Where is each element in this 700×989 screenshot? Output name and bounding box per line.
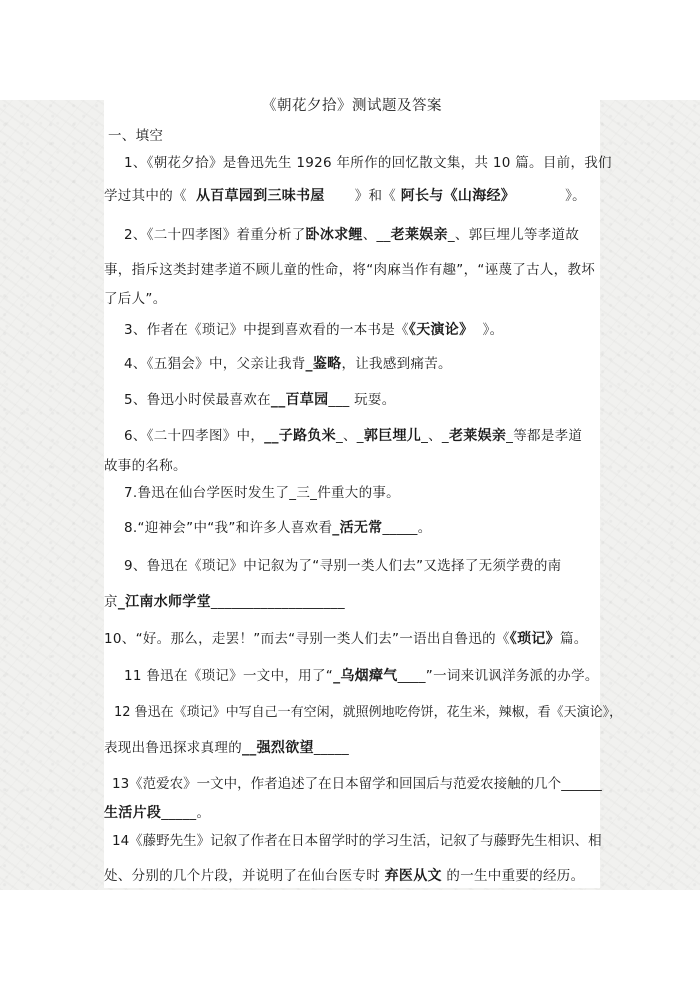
answer-1b: 阿长与《山海经》 bbox=[400, 188, 516, 204]
question-7: 7.鲁迅在仙台学医时发生了_三_件重大的事。 bbox=[124, 485, 400, 501]
question-14-line-2: 处、分别的几个片段，并说明了在仙台医专时 弃医从文 的一生中重要的经历。 bbox=[104, 868, 585, 884]
document-page bbox=[104, 88, 623, 888]
answer-9: _江南水师学堂 bbox=[117, 594, 211, 610]
question-6-line-1: 6、《二十四孝图》中，__子路负米_、_郭巨埋儿_、_老莱娱亲_等都是孝道 bbox=[124, 428, 583, 444]
answer-6b: 郭巨埋儿 bbox=[363, 428, 422, 444]
question-4: 4、《五猖会》中，父亲让我背_鉴略，让我感到痛苦。 bbox=[124, 356, 452, 372]
question-1-line-2: 学过其中的《 从百草园到三味书屋 》和《 阿长与《山海经》 》。 bbox=[104, 188, 586, 204]
question-10: 10、“好。那么，走罢！”而去“寻别一类人们去”一语出自鲁迅的《《琐记》篇。 bbox=[104, 631, 588, 647]
question-14-line-1: 14《藤野先生》记叙了作者在日本留学时的学习生活，记叙了与藤野先生相识、相 bbox=[112, 833, 602, 849]
answer-14: 弃医从文 bbox=[384, 868, 442, 884]
question-2-line-2: 事，指斥这类封建孝道不顾儿童的性命，将“肉麻当作有趣”，“诬蔑了古人，教坏 bbox=[104, 262, 596, 278]
answer-6c: 老莱娱亲 bbox=[448, 428, 507, 444]
question-9-line-1: 9、鲁迅在《琐记》中记叙为了“寻别一类人们去”又选择了无须学费的南 bbox=[124, 558, 562, 574]
answer-12: __强烈欲望 bbox=[242, 740, 314, 756]
page-title: 《朝花夕拾》测试题及答案 bbox=[262, 98, 442, 114]
question-13-line-1: 13《范爱农》一文中，作者追述了在日本留学和回国后与范爱农接触的几个______ bbox=[112, 776, 602, 792]
question-11: 11 鲁迅在《琐记》一文中，用了“_乌烟瘴气____”一词来讥讽洋务派的办学。 bbox=[124, 668, 599, 684]
answer-10: 《琐记》 bbox=[509, 631, 560, 647]
question-12-line-2: 表现出鲁迅探求真理的__强烈欲望_____ bbox=[104, 740, 350, 756]
answer-13: 生活片段 bbox=[104, 805, 162, 821]
answer-4: _鉴略 bbox=[305, 356, 342, 372]
question-6-line-2: 故事的名称。 bbox=[104, 458, 187, 474]
question-13-line-2: 生活片段_____。 bbox=[104, 805, 211, 821]
section-heading: 一、填空 bbox=[108, 128, 164, 144]
answer-6a: __子路负米 bbox=[264, 428, 336, 444]
answer-2a: 卧冰求鲤 bbox=[305, 227, 363, 243]
question-3: 3、作者在《琐记》中提到喜欢看的一本书是《《天演论》 》。 bbox=[124, 322, 504, 338]
question-1-line-1: 1、《朝花夕拾》是鲁迅先生 1926 年所作的回忆散文集，共 10 篇。目前，我们 bbox=[124, 155, 612, 171]
question-8: 8.“迎神会”中“我”和许多人喜欢看_活无常_____。 bbox=[124, 520, 432, 536]
answer-7: _三_ bbox=[289, 485, 318, 501]
question-12-line-1: 12 鲁迅在《琐记》中写自己一有空闲，就照例地吃侉饼，花生米，辣椒，看《天演论》， bbox=[114, 705, 623, 720]
question-5: 5、鲁迅小时侯最喜欢在__百草园___ 玩耍。 bbox=[124, 392, 396, 408]
question-2-line-1: 2、《二十四孝图》着重分析了卧冰求鲤、__老莱娱亲_、郭巨埋儿等孝道故 bbox=[124, 227, 580, 243]
question-2-line-3: 了后人”。 bbox=[104, 291, 167, 307]
answer-3: 《天演论》 bbox=[408, 322, 474, 338]
answer-11: _乌烟瘴气 bbox=[333, 668, 398, 684]
answer-1a: 从百草园到三味书屋 bbox=[196, 188, 325, 204]
answer-2c: 郭巨埋儿 bbox=[468, 227, 524, 243]
question-9-line-2: 京_江南水师学堂___________________ bbox=[104, 594, 345, 610]
answer-8: _活无常 bbox=[332, 520, 383, 536]
answer-5: __百草园 bbox=[270, 392, 329, 408]
answer-2b: 老莱娱亲 bbox=[390, 227, 448, 243]
